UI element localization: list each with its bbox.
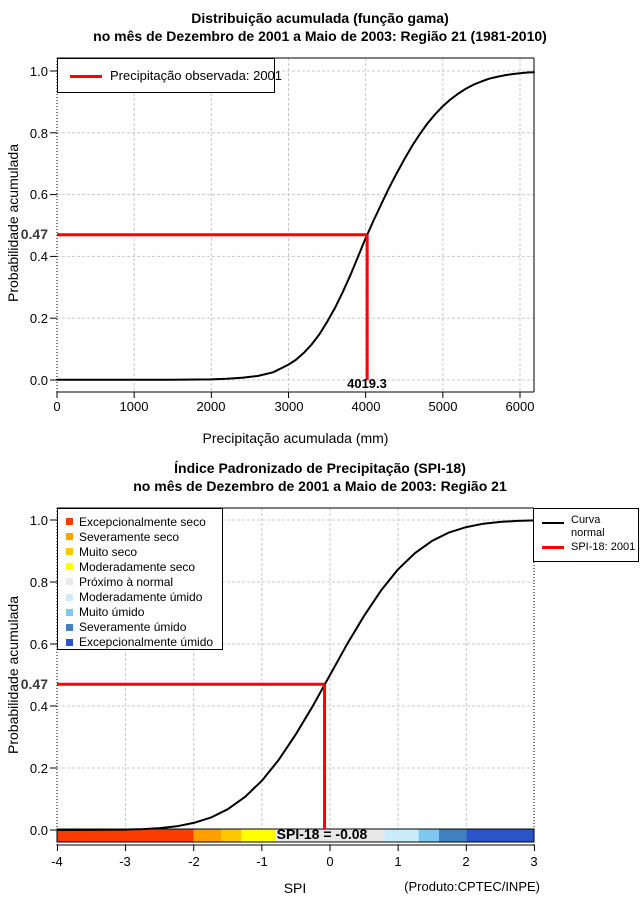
top-chart-title-line2: no mês de Dezembro de 2001 a Maio de 2003: Região 21 (1981-2010) — [93, 28, 547, 44]
observed-precipitation-line-sample — [70, 75, 102, 78]
muito-umido-swatch — [66, 609, 73, 616]
legend-item-proximo-a-normal — [66, 574, 222, 589]
curves-legend-label-normal: normal — [571, 527, 605, 539]
top-x-tick-0: 0 — [53, 399, 61, 414]
legend-item-label: Muito úmido — [79, 605, 145, 620]
legend-item-label: Excepcionalmente úmido — [79, 635, 214, 650]
legend-item-muito-umido — [66, 605, 222, 620]
spi-classification-legend-box — [57, 508, 223, 650]
top-x-tick-2000: 2000 — [196, 399, 226, 414]
curves-legend-label-spi18-2001: SPI-18: 2001 — [571, 541, 636, 553]
bottom-y-tick-0.4: 0.4 — [29, 699, 48, 714]
legend-item-severamente-umido — [66, 620, 222, 635]
bottom-x-tick--1: -1 — [256, 854, 268, 869]
bottom-x-tick-3: 3 — [530, 854, 538, 869]
severamente-umido-swatch — [66, 624, 73, 631]
legend-item-label: Moderadamente seco — [79, 559, 196, 574]
top-y-tick-0.4: 0.4 — [29, 249, 48, 264]
legend-item-excepcionalmente-seco — [66, 514, 222, 529]
moderadamente-seco-swatch — [66, 563, 73, 570]
spi-2001-line-sample — [542, 546, 564, 549]
legend-item-label: Próximo à normal — [79, 574, 174, 589]
bottom-x-tick--2: -2 — [188, 854, 200, 869]
credit-text: (Produto:CPTEC/INPE) — [404, 879, 540, 894]
bottom-y-tick-0.8: 0.8 — [29, 575, 48, 590]
bottom-y-tick-0.2: 0.2 — [29, 761, 48, 776]
severamente-seco-swatch — [66, 533, 73, 540]
top-legend-box — [57, 58, 283, 93]
top-x-tick-4000: 4000 — [351, 399, 381, 414]
top-y-tick-0.2: 0.2 — [29, 311, 48, 326]
top-x-tick-1000: 1000 — [119, 399, 149, 414]
legend-item-label: Severamente úmido — [79, 620, 187, 635]
top-x-tick-3000: 3000 — [274, 399, 304, 414]
bottom-y-tick-1.0: 1.0 — [29, 513, 48, 528]
legend-item-label: Excepcionalmente seco — [79, 514, 206, 529]
proximo-a-normal-swatch — [66, 578, 73, 585]
bottom-chart-title-line2: no mês de Dezembro de 2001 a Maio de 2003: Região 21 — [133, 478, 507, 494]
legend-item-moderadamente-umido — [66, 589, 222, 604]
bottom-x-tick-2: 2 — [462, 854, 470, 869]
top-x-tick-6000: 6000 — [505, 399, 535, 414]
top-y-tick-0.0: 0.0 — [29, 373, 48, 388]
normal-curve-line-sample — [542, 522, 564, 524]
legend-item-muito-seco — [66, 544, 222, 559]
muito-seco-swatch — [66, 548, 73, 555]
top-legend-label: Precipitação observada: 2001 — [110, 68, 283, 83]
top-marker-probability-label: 0.47 — [20, 226, 48, 242]
legend-item-label: Moderadamente úmido — [79, 590, 203, 605]
legend-item-excepcionalmente-umido — [66, 635, 222, 650]
bottom-x-tick-0: 0 — [326, 854, 334, 869]
bottom-x-tick--4: -4 — [51, 854, 63, 869]
moderadamente-umido-swatch — [66, 594, 73, 601]
bottom-x-axis-label: SPI — [283, 880, 307, 896]
bottom-x-tick-1: 1 — [394, 854, 402, 869]
bottom-chart-title-line1: Índice Padronizado de Precipitação (SPI-18) — [174, 460, 466, 476]
top-x-tick-5000: 5000 — [428, 399, 458, 414]
top-y-axis-label: Probabilidade acumulada — [5, 144, 21, 302]
top-y-tick-1.0: 1.0 — [29, 64, 48, 79]
bottom-x-tick--3: -3 — [119, 854, 131, 869]
bottom-marker-probability-label: 0.47 — [20, 676, 48, 692]
top-y-tick-0.8: 0.8 — [29, 126, 48, 141]
excepcionalmente-umido-swatch — [66, 639, 73, 646]
top-y-tick-0.6: 0.6 — [29, 187, 48, 202]
curves-legend-box — [533, 508, 639, 562]
legend-item-moderadamente-seco — [66, 559, 222, 574]
legend-item-label: Muito seco — [79, 544, 138, 559]
excepcionalmente-seco-swatch — [66, 518, 73, 525]
bottom-y-axis-label: Probabilidade acumulada — [5, 596, 21, 754]
bottom-y-tick-0.6: 0.6 — [29, 637, 48, 652]
top-x-axis-label: Precipitação acumulada (mm) — [202, 430, 389, 446]
spi-marker-value-label: SPI-18 = -0.08 — [276, 826, 368, 842]
top-marker-precipitation-value: 4019.3 — [347, 376, 387, 391]
bottom-y-tick-0.0: 0.0 — [29, 823, 48, 838]
legend-item-label: Severamente seco — [79, 529, 180, 544]
legend-item-severamente-seco — [66, 529, 222, 544]
curves-legend-label-curva: Curva — [571, 514, 601, 526]
top-chart-title-line1: Distribuição acumulada (função gama) — [191, 10, 449, 26]
